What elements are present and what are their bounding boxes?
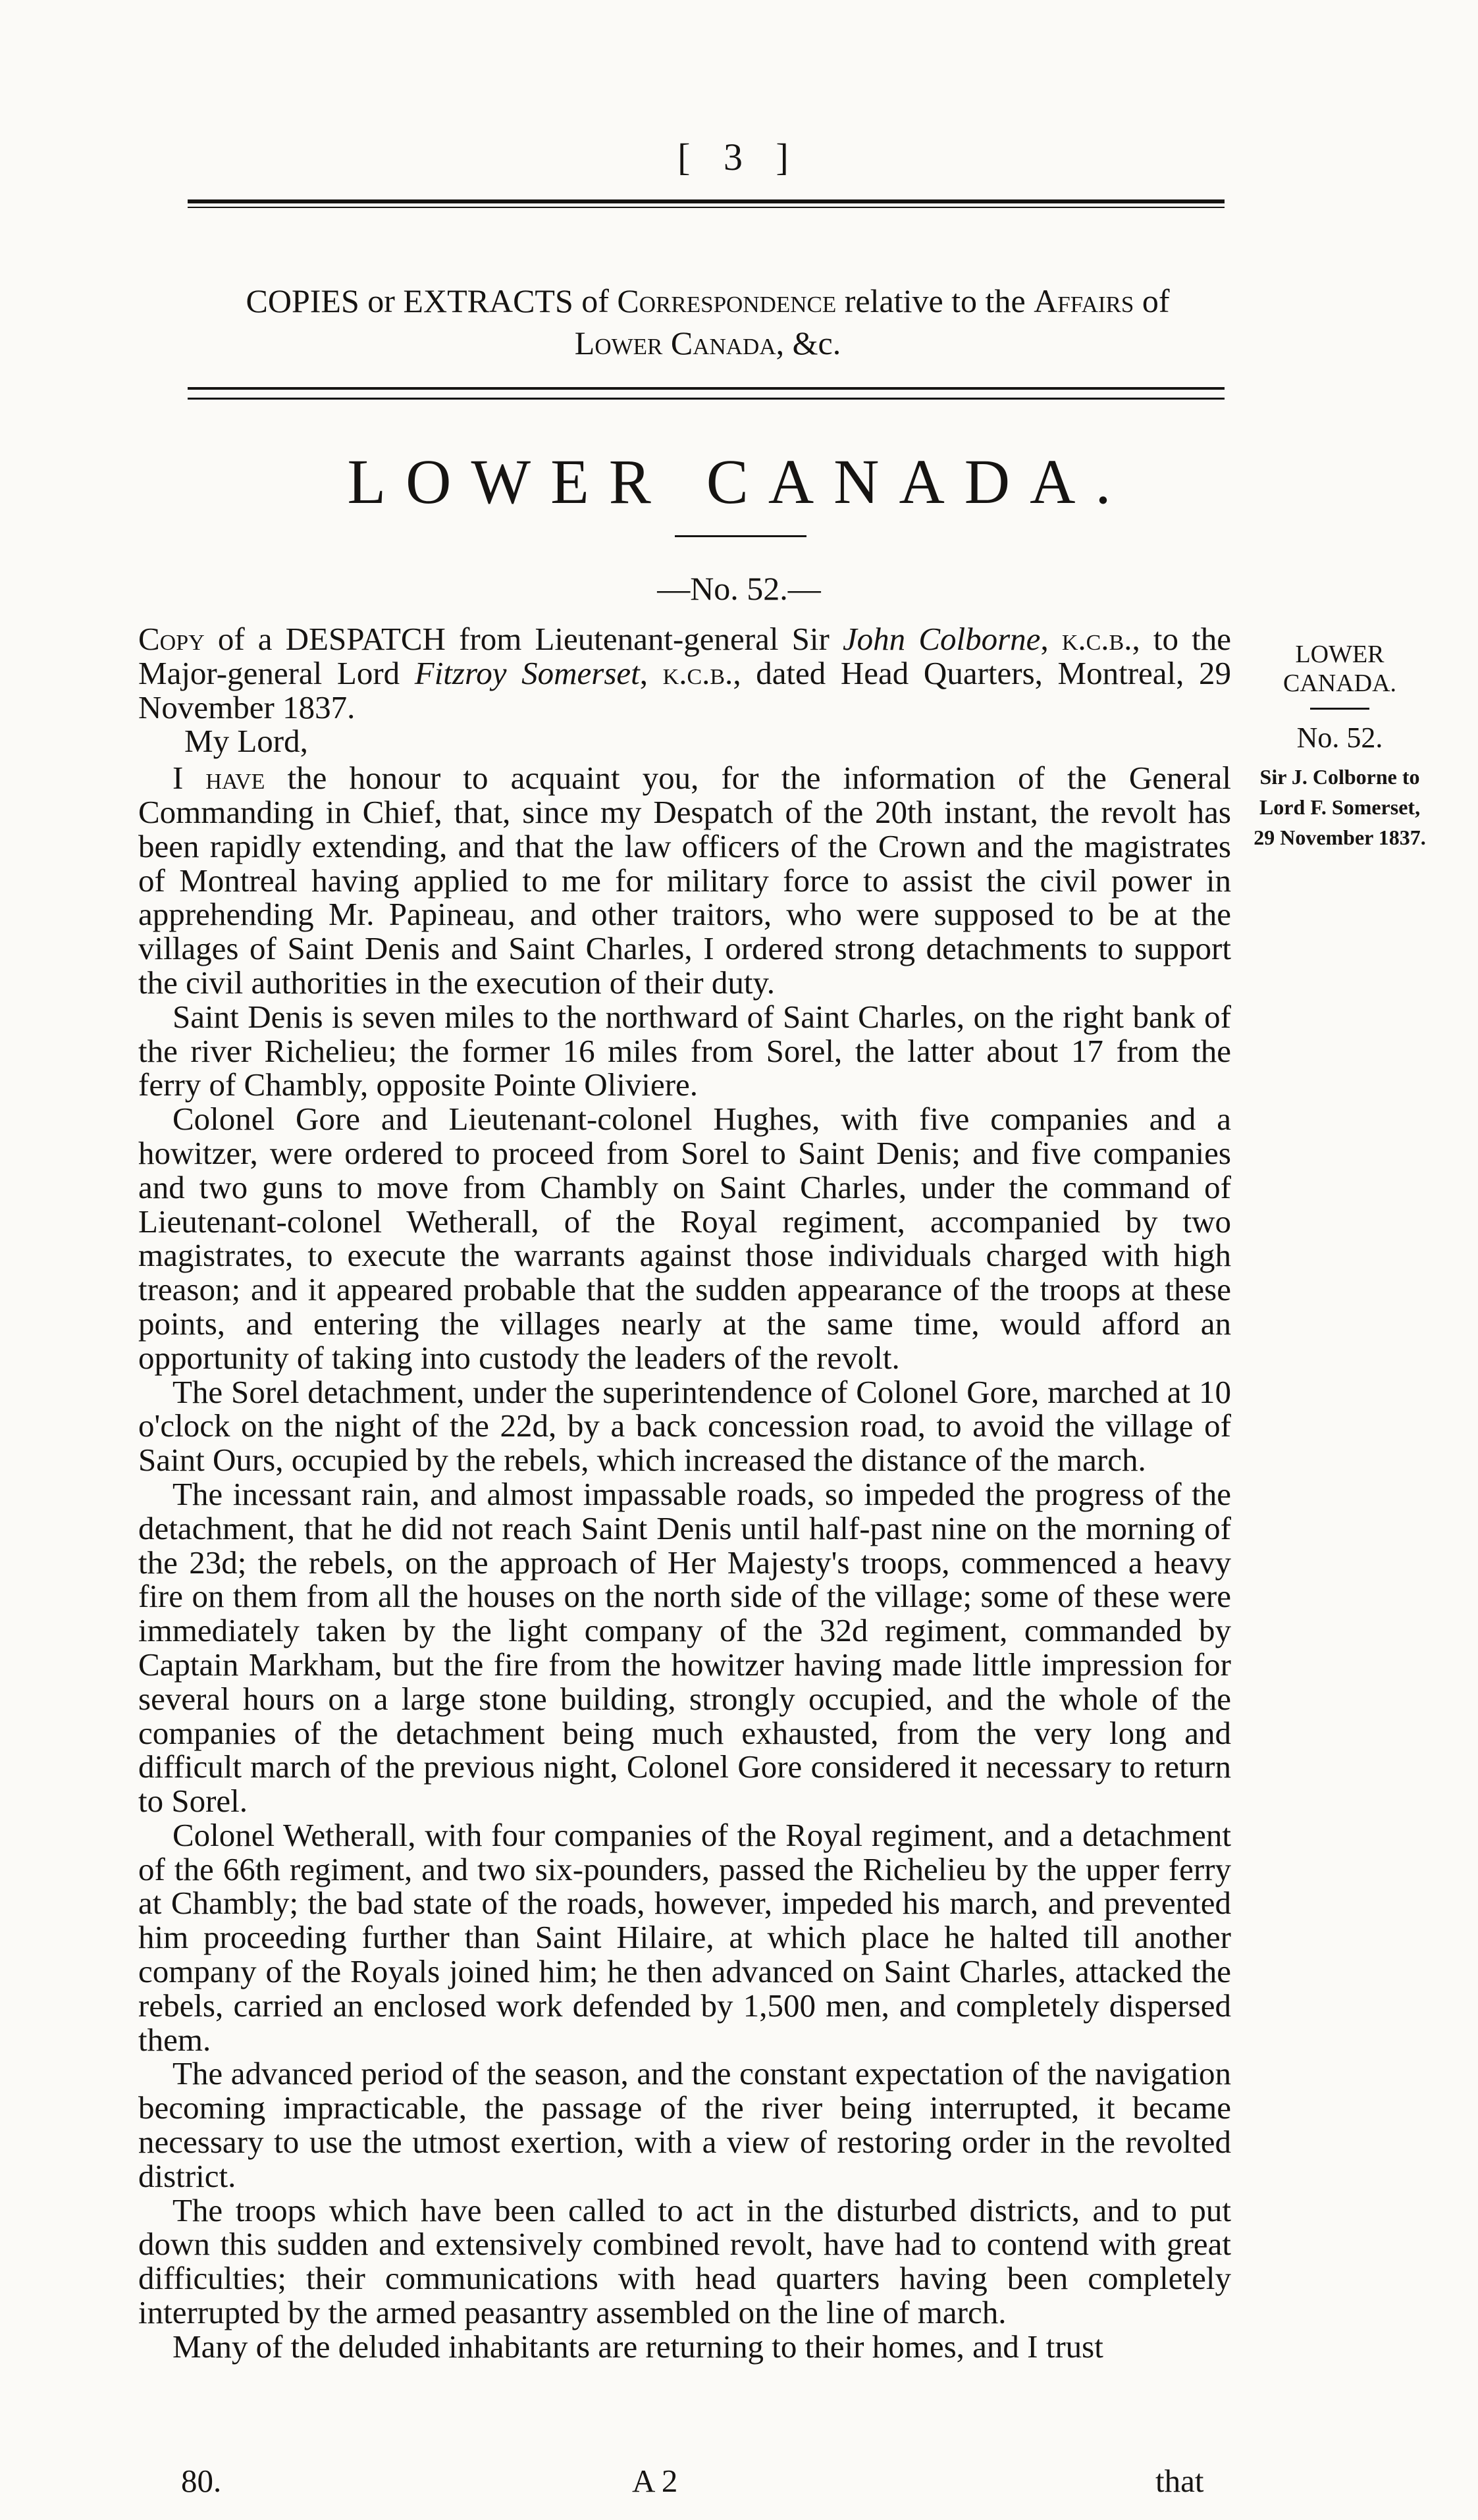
footer-left: 80. — [181, 2463, 222, 2499]
margin-number: No. 52. — [1296, 722, 1383, 754]
footer-catchword: that — [1155, 2463, 1204, 2499]
despatch-number: —No. 52.— — [657, 570, 821, 607]
document-heading: COPIES or EXTRACTS of Correspondence relative to the Affairs of Lower Canada, &c. — [246, 282, 1170, 361]
paragraph-3: Colonel Gore and Lieutenant-colonel Hughes, with five companies and a howitzer, were ordered to proceed from Sorel to Saint Denis; and five companies and two guns to move from Chambly on Saint Charles, under the command of Lieutenant-colonel Wetherall, of the Royal regiment, accompanied by two magistrates, to execute the warrants against those individuals charged with high treason; and it appeared probable that the sudden appearance of the troops at these points, and entering the villages nearly at the same time, would afford an opportunity of taking into custody the leaders of the revolt. — [138, 1101, 1231, 1376]
paragraph-6: Colonel Wetherall, with four companies of the Royal regiment, and a detachment of the 66th regiment, and two six-pounders, passed the Richelieu by the upper ferry at Chambly; the bad state of the roads, however, impeded his march, and prevented him proceeding further than Saint Hilaire, at which place he halted till another company of the Royals joined him; he then advanced on Saint Charles, attacked the rebels, carried an enclosed work defended by 1,500 men, and completely dispersed them. — [138, 1816, 1231, 2058]
paragraph-1: I have the honour to acquaint you, for the information of the General Commanding in Chief, that, since my Despatch of the 20th instant, the revolt has been rapidly extending, and that the law officers of the Crown and the magistrates of Montreal having applied to me for military force to assist the civil power in apprehending Mr. Papineau, and other traitors, who were supposed to be at the villages of Saint Denis and Saint Charles, I ordered strong detachments to support the civil authorities in the execution of their duty. — [138, 760, 1231, 1001]
salutation: My Lord, — [184, 723, 308, 760]
despatch-body — [138, 622, 1231, 2364]
margin-rule — [1310, 708, 1369, 710]
title-rule — [675, 535, 806, 537]
paragraph-7: The advanced period of the season, and the constant expectation of the navigation becoming impracticable, the passage of the river being interrupted, it became necessary to use the utmost exertion, with a view of restoring order in the revolted district. — [138, 2055, 1231, 2194]
margin-heading: LOWER CANADA. — [1282, 641, 1397, 697]
paragraph-4: The Sorel detachment, under the superintendence of Colonel Gore, marched at 10 o'clock on the night of the 22d, by a back concession road, to avoid the village of Saint Ours, occupied by the rebels, which increased the distance of the march. — [138, 1373, 1231, 1479]
paragraph-9: Many of the deluded inhabitants are returning to their homes, and I trust — [172, 2328, 1103, 2365]
margin-note-line: 29 November 1837. — [1254, 826, 1426, 849]
top-rule-thin — [188, 207, 1225, 208]
despatch-caption: Copy of a DESPATCH from Lieutenant-general Sir John Colborne, k.c.b., to the Major-general Lord Fitzroy Somerset, k.c.b., dated Head Quarters, Montreal, 29 November 1837. — [138, 621, 1231, 725]
paragraph-8: The troops which have been called to act in the disturbed districts, and to put down this sudden and extensively combined revolt, have had to contend with great difficulties; their communications with head quarters having been completely interrupted by the armed peasantry assembled on the line of march. — [138, 2192, 1231, 2331]
page-number: [ 3 ] — [677, 136, 801, 178]
margin-note-line: Sir J. Colborne to — [1259, 765, 1420, 789]
paragraph-2: Saint Denis is seven miles to the northward of Saint Charles, on the right bank of the river Richelieu; the former 16 miles from Sorel, the latter about 17 from the ferry of Chambly, opposite Pointe Oliviere. — [138, 998, 1231, 1103]
footer-signature: A 2 — [632, 2463, 678, 2499]
top-rule — [188, 199, 1225, 203]
margin-note-line: Lord F. Somerset, — [1259, 795, 1421, 819]
margin-note — [1248, 762, 1432, 853]
section-title: LOWER CANADA. — [347, 446, 1131, 517]
paragraph-5: The incessant rain, and almost impassable roads, so impeded the progress of the detachment, that he did not reach Saint Denis until half-past nine on the morning of the 23d; the rebels, on the approach of Her Majesty's troops, commenced a heavy fire on them from all the houses on the north side of the village; some of these were immediately taken by the light company of the 32d regiment, commanded by Captain Markham, but the fire from the howitzer having made little impression for several hours on a large stone building, strongly occupied, and the whole of the companies of the detachment being much exhausted, from the very long and difficult march of the previous night, Colonel Gore considered it necessary to return to Sorel. — [138, 1475, 1231, 1820]
heading-divider — [188, 387, 1225, 400]
